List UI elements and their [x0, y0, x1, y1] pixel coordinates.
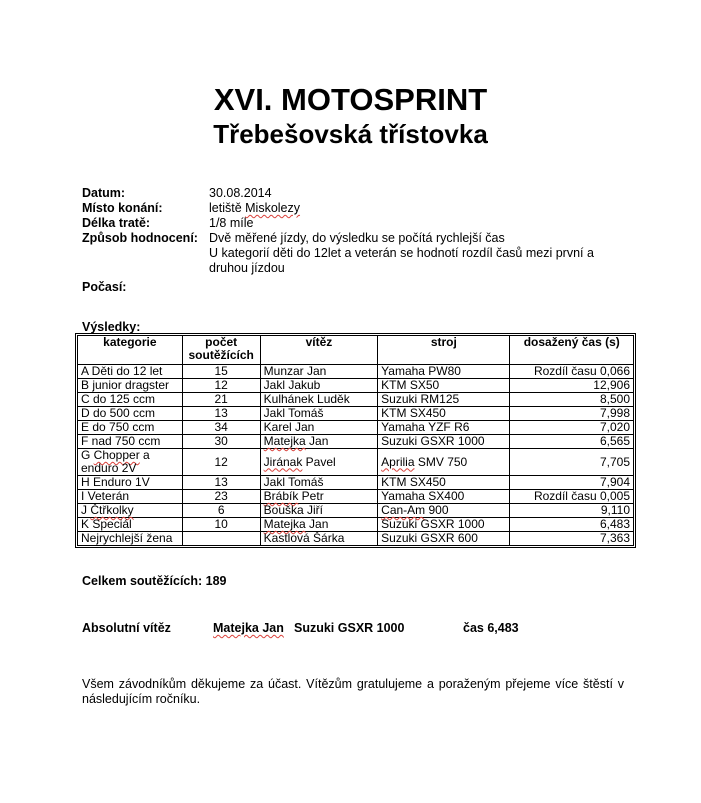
cell-category-text: B junior dragster	[81, 378, 170, 392]
cell-machine-text: Yamaha YZF R6	[381, 420, 470, 434]
method-line-2: U kategorií děti do 12let a veterán se hodnotí rozdíl časů mezi první a	[209, 246, 594, 260]
cell-winner	[261, 504, 379, 518]
cell-count	[183, 504, 261, 518]
cell-time	[510, 532, 633, 545]
header-machine: stroj	[378, 336, 510, 365]
table-row	[78, 490, 633, 504]
cell-winner	[261, 476, 379, 490]
cell-machine	[378, 435, 510, 449]
cell-count-text: 13	[214, 406, 228, 420]
cell-category	[78, 393, 183, 407]
cell-category	[78, 435, 183, 449]
cell-count-text: 12	[214, 454, 228, 469]
cell-time-text: Rozdíl času 0,005	[533, 489, 630, 503]
cell-winner-text: Jakl Tomáš	[263, 475, 324, 489]
cell-count	[183, 476, 261, 490]
weather-value	[209, 280, 642, 295]
results-body	[78, 365, 633, 545]
cell-count	[183, 490, 261, 504]
table-row	[78, 435, 633, 449]
cell-machine-text: KTM SX50	[381, 378, 440, 392]
cell-category	[78, 490, 183, 504]
cell-machine	[378, 393, 510, 407]
cell-machine	[378, 421, 510, 435]
cell-winner-text: Matejka Jan	[263, 517, 329, 531]
cell-time	[510, 490, 633, 504]
cell-machine	[378, 518, 510, 532]
cell-winner	[261, 532, 379, 545]
cell-winner-text: Bouška Jiří	[263, 503, 324, 517]
method-line-1: Dvě měřené jízdy, do výsledku se počítá rychlejší čas	[209, 231, 505, 245]
table-row	[78, 421, 633, 435]
table-row	[78, 532, 633, 545]
cell-time	[510, 518, 633, 532]
cell-machine-text: Yamaha PW80	[381, 364, 461, 378]
cell-time	[510, 504, 633, 518]
cell-winner-text: Jirának Pavel	[263, 454, 336, 469]
info-place	[82, 201, 642, 216]
cell-category-text: I Veterán	[81, 489, 130, 503]
cell-count	[183, 518, 261, 532]
cell-count-text: 15	[214, 364, 228, 378]
cell-category-text: J Čtřkolky	[81, 503, 134, 517]
table-row	[78, 379, 633, 393]
cell-category-text: H Enduro 1V	[81, 475, 150, 489]
cell-time	[510, 449, 633, 476]
cell-machine	[378, 476, 510, 490]
cell-machine	[378, 504, 510, 518]
cell-count	[183, 421, 261, 435]
cell-count	[183, 449, 261, 476]
cell-time-text: 12,906	[593, 378, 630, 392]
cell-count	[183, 365, 261, 379]
cell-count	[183, 379, 261, 393]
info-date	[82, 186, 642, 201]
cell-category-text: K Speciál	[81, 517, 132, 531]
track-value: 1/8 míle	[209, 216, 254, 230]
cell-category	[78, 518, 183, 532]
cell-machine-text: Suzuki GSXR 1000	[381, 517, 485, 531]
cell-category	[78, 449, 183, 476]
absolute-winner-label: Absolutní vítěz	[82, 621, 171, 635]
cell-category-text: C do 125 ccm	[81, 392, 156, 406]
table-row	[78, 407, 633, 421]
cell-winner-text: Jakl Tomáš	[263, 406, 324, 420]
table-row	[78, 365, 633, 379]
cell-time-text: 9,110	[600, 503, 630, 517]
cell-time	[510, 476, 633, 490]
header-winner: vítěz	[261, 336, 379, 365]
cell-category-text: E do 750 ccm	[81, 420, 155, 434]
cell-count-text: 23	[214, 489, 228, 503]
absolute-winner-name	[213, 621, 284, 635]
place-name: Miskolezy	[245, 201, 301, 215]
cell-time	[510, 435, 633, 449]
cell-machine	[378, 490, 510, 504]
cell-winner	[261, 449, 379, 476]
cell-winner	[261, 518, 379, 532]
cell-time-text: 6,483	[599, 517, 630, 531]
table-row	[78, 504, 633, 518]
cell-machine-text: Can-Am 900	[381, 503, 449, 517]
cell-category	[78, 532, 183, 545]
cell-winner-text: Jakl Jakub	[263, 378, 321, 392]
cell-time-text: Rozdíl času 0,066	[533, 364, 630, 378]
cell-time-text: 6,565	[599, 434, 630, 448]
info-weather	[82, 280, 642, 295]
cell-winner	[261, 421, 379, 435]
cell-count-text: 21	[214, 392, 228, 406]
cell-count-text: 34	[214, 420, 228, 434]
cell-category	[78, 476, 183, 490]
cell-time-text: 7,705	[599, 454, 630, 469]
cell-count	[183, 532, 261, 545]
header-time: dosažený čas (s)	[510, 336, 633, 365]
cell-machine	[378, 449, 510, 476]
cell-winner	[261, 407, 379, 421]
place-label: Místo konání:	[82, 201, 163, 215]
method-label: Způsob hodnocení:	[82, 231, 198, 245]
cell-machine-text: Aprilia SMV 750	[381, 454, 468, 469]
cell-time-text: 7,904	[599, 475, 630, 489]
cell-category-text: A Děti do 12 let	[81, 364, 163, 378]
event-subtitle: Třebešovská třístovka	[213, 119, 488, 149]
cell-winner-text: Matejka Jan	[263, 434, 329, 448]
cell-machine-text: Suzuki GSXR 1000	[381, 434, 485, 448]
cell-count-text: 10	[214, 517, 228, 531]
cell-winner-text: Kastlová Šárka	[263, 531, 345, 545]
cell-winner-text: Brábík Petr	[263, 489, 324, 503]
cell-machine-text: Yamaha SX400	[381, 489, 465, 503]
header-count: počet soutěžících	[183, 336, 261, 365]
cell-winner-text: Kulhánek Luděk	[263, 392, 350, 406]
event-info	[82, 186, 642, 295]
cell-category	[78, 407, 183, 421]
cell-winner	[261, 393, 379, 407]
absolute-winner-machine: Suzuki GSXR 1000	[294, 621, 405, 635]
table-row	[78, 449, 633, 476]
absolute-winner-time: čas 6,483	[463, 621, 519, 635]
event-title: XVI. MOTOSPRINT	[213, 82, 488, 117]
table-header-row	[78, 336, 633, 365]
cell-time-text: 8,500	[599, 392, 630, 406]
cell-machine	[378, 365, 510, 379]
results-table	[77, 335, 634, 546]
cell-count-text: 12	[214, 378, 228, 392]
cell-time	[510, 407, 633, 421]
cell-count-text: 6	[217, 503, 225, 517]
cell-category-text: F nad 750 ccm	[81, 434, 161, 448]
cell-count	[183, 435, 261, 449]
cell-time	[510, 365, 633, 379]
method-line-3: druhou jízdou	[209, 261, 285, 275]
info-track	[82, 216, 642, 231]
cell-category	[78, 379, 183, 393]
cell-category	[78, 504, 183, 518]
thanks-paragraph: Všem závodníkům děkujeme za účast. Vítězům gratulujeme a poraženým přejeme více štěstí v následujícím ročníku.	[82, 677, 624, 706]
cell-category-text: D do 500 ccm	[81, 406, 156, 420]
method-value	[209, 231, 642, 276]
cell-category	[78, 421, 183, 435]
cell-winner-text: Karel Jan	[263, 420, 315, 434]
results-label: Výsledky:	[82, 320, 141, 334]
cell-count-text: 30	[214, 434, 228, 448]
header-category: kategorie	[78, 336, 183, 365]
table-row	[78, 518, 633, 532]
cell-count-text: 13	[214, 475, 228, 489]
cell-machine-text: Suzuki RM125	[381, 392, 460, 406]
cell-winner	[261, 365, 379, 379]
cell-count	[183, 393, 261, 407]
cell-machine	[378, 532, 510, 545]
cell-winner-text: Munzar Jan	[263, 364, 327, 378]
cell-winner	[261, 435, 379, 449]
track-label: Délka tratě:	[82, 216, 151, 230]
cell-winner	[261, 379, 379, 393]
cell-time-text: 7,998	[599, 406, 630, 420]
cell-machine-text: Suzuki GSXR 600	[381, 531, 478, 545]
cell-machine-text: KTM SX450	[381, 475, 446, 489]
table-row	[78, 476, 633, 490]
cell-time	[510, 379, 633, 393]
cell-time	[510, 393, 633, 407]
date-value: 30.08.2014	[209, 186, 272, 200]
cell-time-text: 7,020	[599, 420, 630, 434]
cell-category	[78, 365, 183, 379]
date-label: Datum:	[82, 186, 126, 200]
cell-time-text: 7,363	[599, 531, 630, 545]
cell-machine	[378, 407, 510, 421]
weather-label: Počasí:	[82, 280, 127, 294]
cell-time	[510, 421, 633, 435]
cell-machine-text: KTM SX450	[381, 406, 446, 420]
cell-count	[183, 407, 261, 421]
place-value	[209, 201, 642, 216]
place-prefix: letiště	[209, 201, 246, 215]
info-method	[82, 231, 642, 276]
absolute-winner-name-text: Matejka Jan	[213, 621, 284, 635]
cell-category-text: G Chopper a enduro 2V	[81, 448, 150, 475]
cell-category-text: Nejrychlejší žena	[81, 531, 173, 545]
cell-machine	[378, 379, 510, 393]
cell-winner	[261, 490, 379, 504]
table-row	[78, 393, 633, 407]
total-participants: Celkem soutěžících: 189	[82, 574, 227, 588]
